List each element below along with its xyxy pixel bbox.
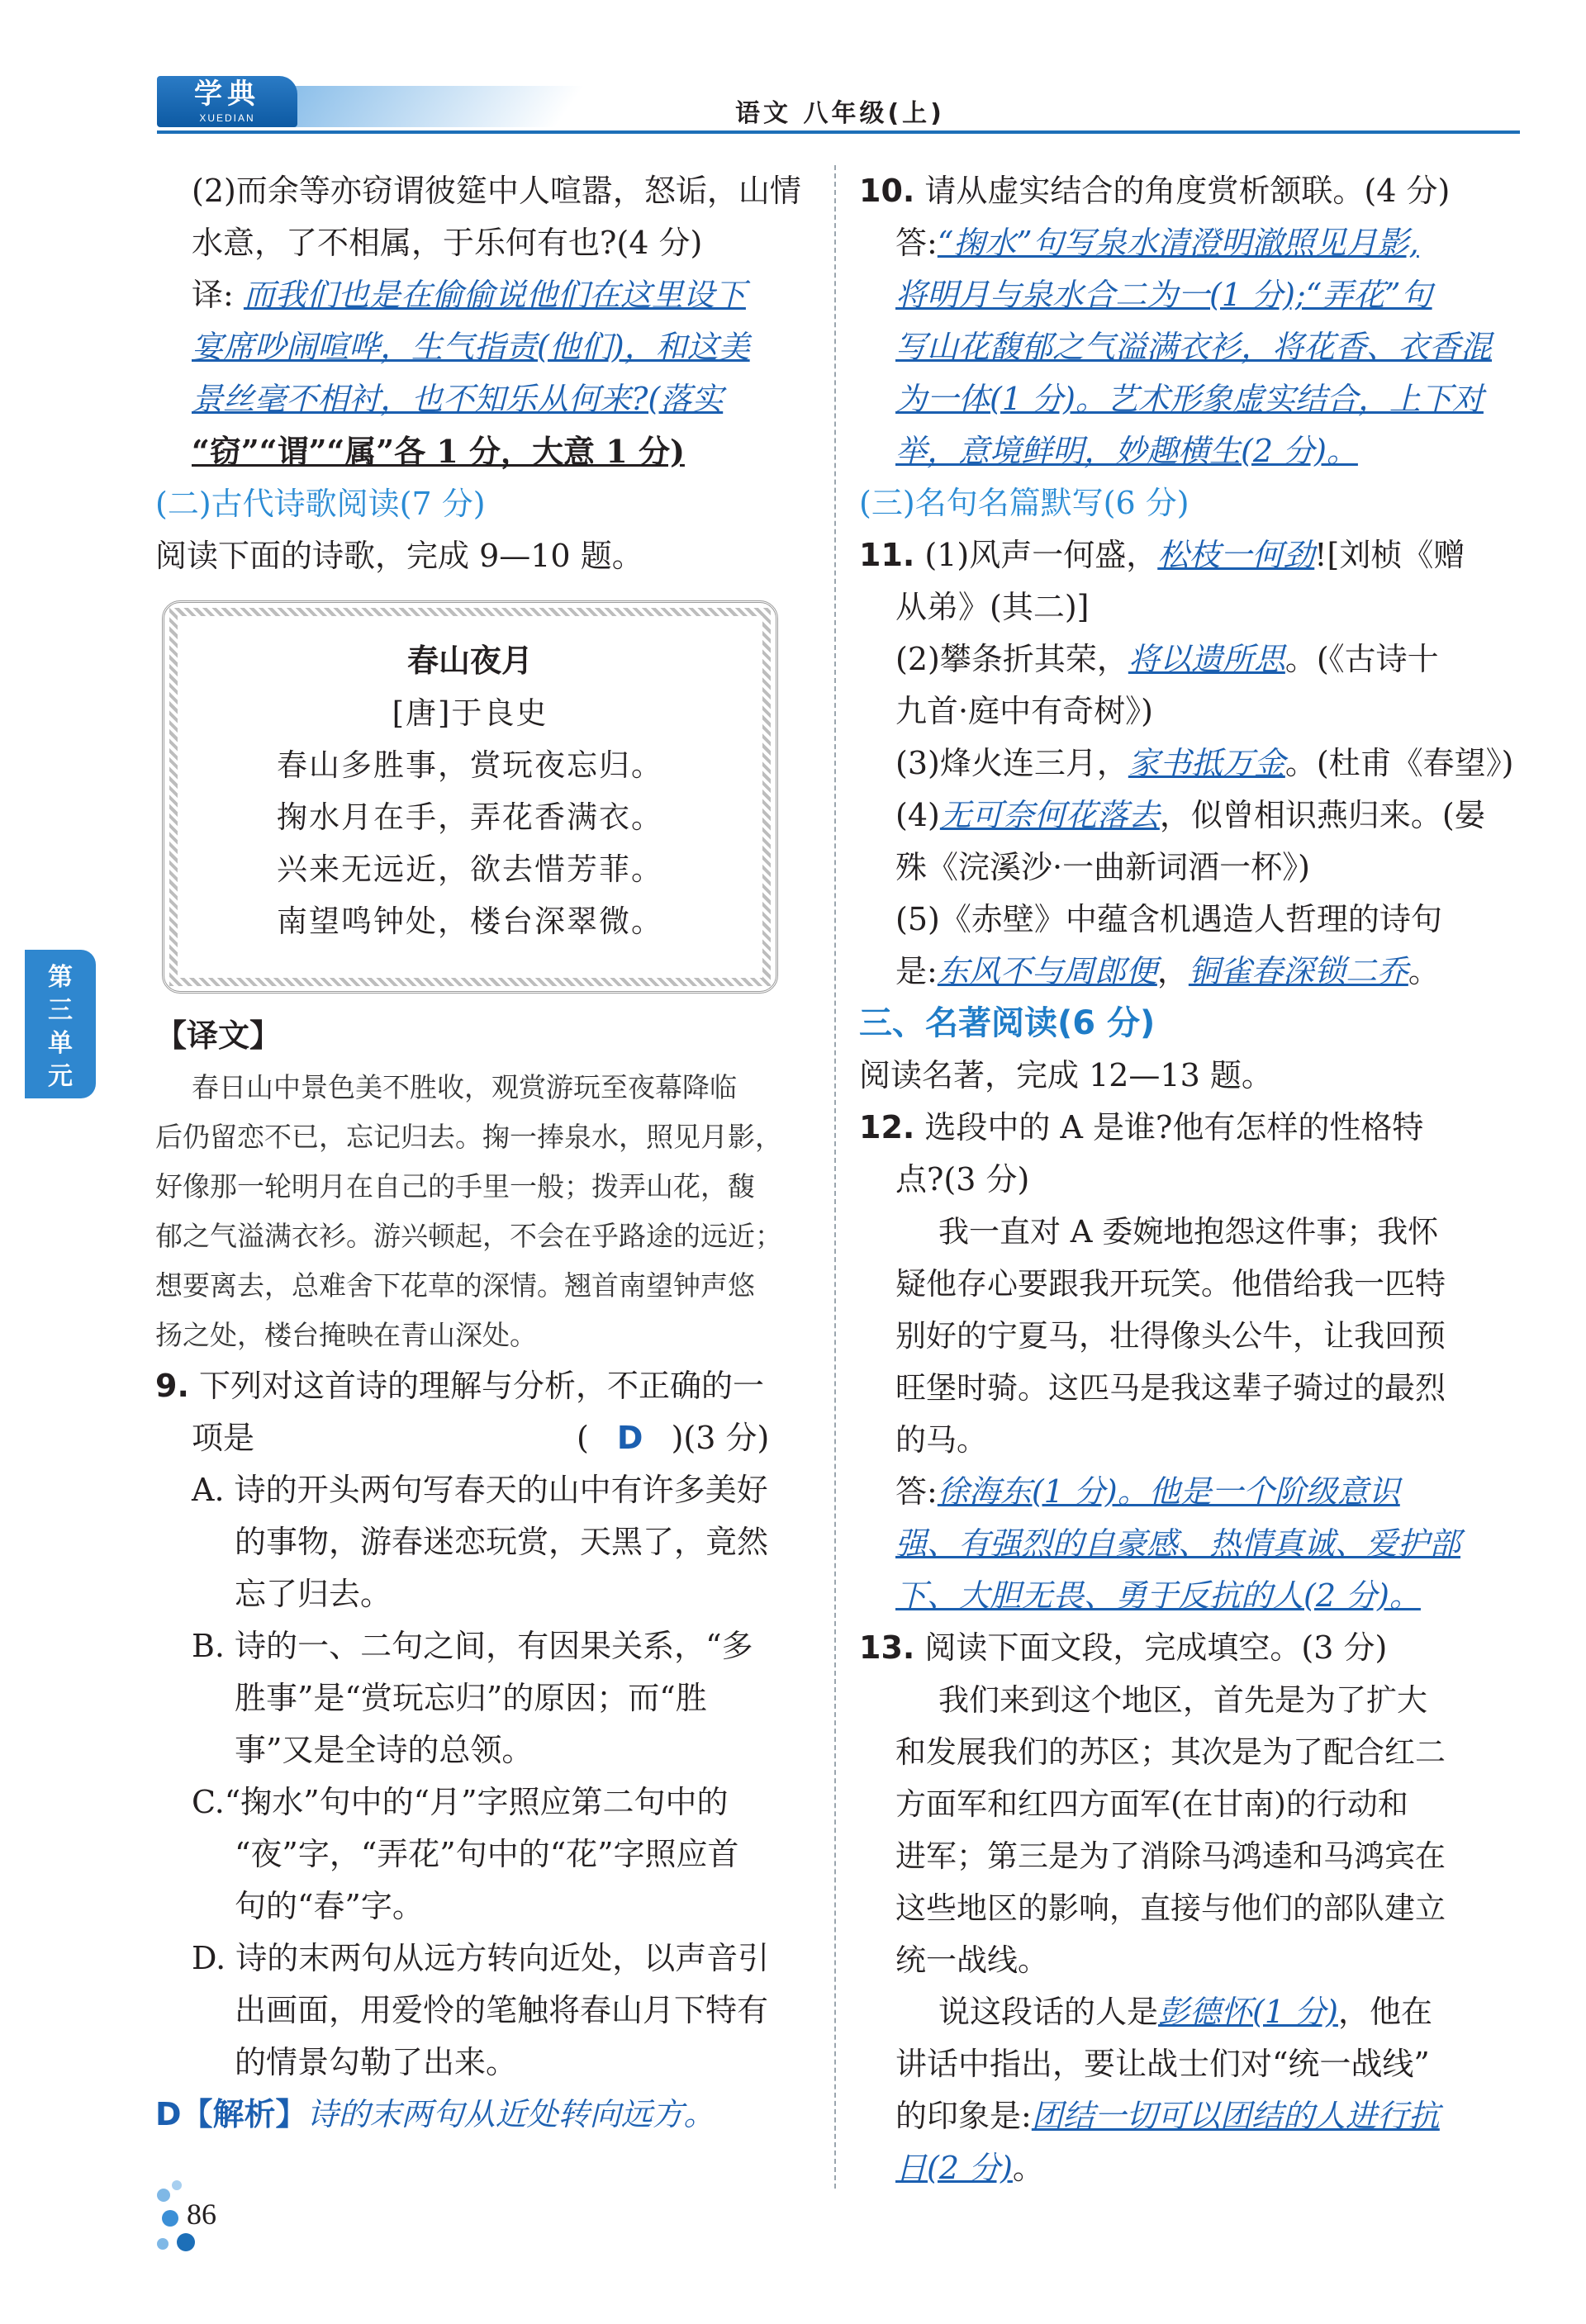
analysis-prefix: D【解析】 [155, 2096, 307, 2132]
fill-post: ，他在 [1337, 1994, 1432, 2030]
q9-stem-line2 [155, 1412, 816, 1464]
question-stem: 下列对这首诗的理解与分析，不正确的一 [198, 1368, 764, 1404]
item-pre: 是: [895, 953, 938, 989]
option-b: B. 诗的一、二句之间，有因果关系，“多 [192, 1628, 753, 1664]
poem-line: 春山多胜事，赏玩夜忘归。 [277, 747, 663, 783]
q8-part2-line: 水意，了不相属，于乐何有也?(4 分) [192, 225, 703, 261]
q9-analysis [155, 2089, 816, 2141]
q13-fill-line4 [859, 2142, 1520, 2194]
answer-text: 景丝毫不相衬，也不知乐从何来?(落实 [192, 381, 724, 417]
passage-line: 方面军和红四方面军(在甘南)的行动和 [895, 1786, 1408, 1822]
item-post: ![刘桢《赠 [1314, 537, 1465, 573]
question-number: 12. [859, 1109, 915, 1145]
answer-prefix: 答: [895, 225, 938, 261]
question-stem: 请从虚实结合的角度赏析颔联。(4 分) [924, 173, 1451, 209]
answer-text: 下、大胆无畏、勇于反抗的人(2 分)。 [895, 1577, 1421, 1614]
answer-text: 强、有强烈的自豪感、热情真诚、爱护部 [895, 1525, 1461, 1562]
item-answer: 铜雀春深锁二乔 [1188, 953, 1408, 989]
column-divider [834, 165, 836, 2189]
passage-line: 旺堡时骑。这匹马是我这辈子骑过的最烈 [895, 1370, 1446, 1406]
question-stem: 选段中的 A 是谁?他有怎样的性格特 [924, 1109, 1424, 1145]
answer-text: 写山花馥郁之气溢满衣衫，将花香、衣香混 [895, 329, 1493, 365]
poem-line: 兴来无远近，欲去惜芳菲。 [277, 851, 663, 887]
logo-chinese: 学典 [194, 78, 260, 111]
item-sep: ， [1156, 953, 1189, 989]
option-b-cont: 胜事”是“赏玩忘归”的原因；而“胜 [235, 1680, 707, 1716]
item-answer: 将以遗所思 [1128, 641, 1285, 677]
passage-line: 和发展我们的苏区；其次是为了配合红二 [895, 1734, 1446, 1770]
page-header [157, 76, 1520, 135]
translation-line: 郁之气溢满衣衫。游兴顿起，不会在乎路途的远近； [155, 1220, 782, 1252]
passage-line: 的马。 [895, 1422, 987, 1458]
q12-stem-line2: 点?(3 分) [895, 1161, 1030, 1198]
q13-stem [859, 1622, 1520, 1674]
answer-bracket [577, 1412, 769, 1464]
q8-part2-line: (2)而余等亦窃谓彼筵中人喧嚣，怒诟，山情 [192, 173, 801, 209]
q11-item3 [859, 738, 1520, 790]
q11-item4-cont: 殊《浣溪沙·一曲新词酒一杯》) [895, 849, 1310, 885]
section-heading: (二)古代诗歌阅读(7 分) [155, 486, 486, 522]
question-number: 9. [155, 1368, 189, 1404]
poem-box [162, 600, 778, 994]
unit-tab-label: 第三单元 [48, 963, 73, 1091]
q10-stem [859, 165, 1520, 217]
q13-passage [859, 1674, 1520, 1986]
passage-line: 统一战线。 [895, 1942, 1048, 1978]
book-title: 语文 八年级(上) [735, 99, 945, 128]
page-number: 86 [187, 2198, 216, 2231]
option-c-cont: “夜”字，“弄花”句中的“花”字照应首 [235, 1836, 739, 1872]
q11-item2-cont: 九首·庭中有奇树》) [895, 693, 1153, 729]
passage-line: 我们来到这个地区，首先是为了扩大 [938, 1682, 1427, 1718]
passage-line: 疑他存心要跟我开玩笑。他借给我一匹特 [895, 1266, 1446, 1302]
question-stem: 阅读下面文段，完成填空。(3 分) [924, 1629, 1388, 1666]
q11-item4 [859, 790, 1520, 842]
translation-line: 想要离去，总难舍下花草的深情。翘首南望钟声悠 [155, 1269, 755, 1302]
q12-stem [859, 1102, 1520, 1154]
q8-answer-line [155, 269, 816, 321]
answer-text: “掬水”句写泉水清澄明澈照见月影, [937, 225, 1419, 261]
header-decoration [266, 86, 584, 127]
q11-item1 [859, 529, 1520, 581]
item-post: 。(杜甫《春望》) [1284, 745, 1514, 781]
part-heading: 三、名著阅读(6 分) [859, 1004, 1156, 1042]
part-intro: 阅读名著，完成 12—13 题。 [859, 1057, 1273, 1093]
answer-text: 举，意境鲜明，妙趣横生(2 分)。 [895, 433, 1358, 469]
section-heading: (三)名句名篇默写(6 分) [859, 485, 1190, 521]
fill-pre: 说这段话的人是 [938, 1994, 1159, 2030]
option-a-cont: 的事物，游春迷恋玩赏，天黑了，竟然 [235, 1524, 769, 1560]
passage-line: 这些地区的影响，直接与他们的部队建立 [895, 1890, 1446, 1926]
answer-text: 将明月与泉水合二为一(1 分);“弄花”句 [895, 277, 1432, 313]
question-stem: 项是 [192, 1420, 255, 1456]
option-c-cont: 句的“春”字。 [235, 1888, 424, 1924]
decor-dot [177, 2233, 195, 2251]
translation-line: 后仍留恋不已，忘记归去。掬一捧泉水，照见月影， [155, 1121, 782, 1153]
question-score: )(3 分) [671, 1420, 770, 1456]
fill-answer: 团结一切可以团结的人进行抗 [1031, 2098, 1440, 2134]
q13-fill-line2: 讲话中指出，要让战士们对“统一战线” [895, 2046, 1430, 2082]
q13-fill-line3 [859, 2090, 1520, 2142]
translation-line: 好像那一轮明月在自己的手里一般；拨弄山花，馥 [155, 1170, 755, 1202]
poem-line: 南望鸣钟处，楼台深翠微。 [277, 904, 663, 939]
option-d: D. 诗的末两句从远方转向近处，以声音引 [192, 1940, 770, 1976]
q10-answer-line [859, 217, 1520, 269]
answer-text: 徐海东(1 分)。他是一个阶级意识 [937, 1473, 1400, 1510]
poem-line: 掬水月在手，弄花香满衣。 [277, 799, 663, 835]
option-a-cont: 忘了归去。 [235, 1576, 392, 1612]
answer-scoring: “窃”“谓”“属”各 1 分，大意 1 分) [192, 433, 685, 470]
q11-item5: (5)《赤壁》中蕴含机遇造人哲理的诗句 [895, 901, 1442, 937]
option-b-cont: 事”又是全诗的总领。 [235, 1732, 534, 1768]
decor-dot [157, 2238, 169, 2250]
q11-item1-cont: 从弟》(其二)] [895, 589, 1090, 625]
q12-passage [859, 1206, 1520, 1466]
option-d-cont: 出画面，用爱怜的笔触将春山月下特有 [235, 1992, 769, 2028]
item-post: 。(《古诗十 [1284, 641, 1439, 677]
item-pre: (1)风声一何盛， [924, 537, 1158, 573]
item-answer: 东风不与周郎便 [937, 953, 1157, 989]
answer-text: 宴席吵闹喧哗，生气指责(他们)，和这美 [192, 329, 750, 365]
item-pre: (3)烽火连三月， [895, 745, 1128, 781]
answer-prefix: 答: [895, 1473, 938, 1510]
q11-item5-answer [859, 946, 1520, 998]
right-column [859, 165, 1520, 2194]
passage-line: 进军；第三是为了消除马鸿逵和马鸿宾在 [895, 1838, 1446, 1874]
fill-answer: 日(2 分) [895, 2150, 1013, 2186]
q12-answer-line [859, 1466, 1520, 1518]
answer-prefix: 译: [192, 277, 234, 313]
header-rule [157, 130, 1520, 134]
option-c: C.“掬水”句中的“月”字照应第二句中的 [192, 1784, 729, 1820]
question-number: 13. [859, 1629, 915, 1666]
passage-line: 我一直对 A 委婉地抱怨这件事；我怀 [938, 1214, 1439, 1250]
q11-item2 [859, 633, 1520, 685]
fill-end: 。 [1012, 2150, 1044, 2186]
answer-text: 而我们也是在偷偷说他们在这里设下 [243, 277, 746, 313]
item-answer: 家书抵万金 [1128, 745, 1285, 781]
translation [155, 1063, 816, 1360]
decor-dot [157, 2189, 170, 2202]
option-d-cont: 的情景勾勒了出来。 [235, 2044, 518, 2080]
option-a: A. 诗的开头两句写春天的山中有许多美好 [192, 1472, 768, 1508]
translation-heading: 【译文】 [155, 1017, 282, 1054]
section-intro: 阅读下面的诗歌，完成 9—10 题。 [155, 538, 643, 574]
question-number: 11. [859, 537, 915, 573]
logo-english: XUEDIAN [199, 112, 255, 124]
left-column [155, 165, 816, 2141]
passage-line: 别好的宁夏马，壮得像头公牛，让我回预 [895, 1318, 1446, 1354]
q9-stem [155, 1360, 816, 1412]
answer-text: 为一体(1 分)。艺术形象虚实结合，上下对 [895, 381, 1484, 417]
q13-fill-line [859, 1986, 1520, 2038]
paren-open: ( [577, 1420, 589, 1456]
fill-answer: 彭德怀(1 分) [1158, 1994, 1338, 2030]
item-answer: 无可奈何花落去 [939, 797, 1160, 833]
poem-frame [169, 608, 771, 986]
fill-pre: 的印象是: [895, 2098, 1032, 2134]
poem-title: 春山夜月 [406, 643, 533, 679]
poem-author: [唐]于良史 [392, 695, 548, 731]
item-end: 。 [1408, 953, 1440, 989]
decor-dot [172, 2180, 182, 2190]
q9-answer: D [616, 1420, 643, 1456]
item-answer: 松枝一何劲 [1157, 537, 1315, 573]
unit-tab [25, 950, 96, 1098]
item-pre: (4) [895, 797, 940, 833]
item-post: ，似曾相识燕归来。(晏 [1159, 797, 1486, 833]
question-number: 10. [859, 173, 915, 209]
analysis-text: 诗的末两句从近处转向远方。 [306, 2096, 715, 2132]
translation-line: 春日山中景色美不胜收，观赏游玩至夜幕降临 [192, 1071, 737, 1103]
translation-line: 扬之处，楼台掩映在青山深处。 [155, 1319, 537, 1351]
item-pre: (2)攀条折其荣， [895, 641, 1128, 677]
decor-dot [162, 2210, 178, 2227]
publisher-logo [157, 76, 297, 127]
answer-text [155, 425, 816, 478]
